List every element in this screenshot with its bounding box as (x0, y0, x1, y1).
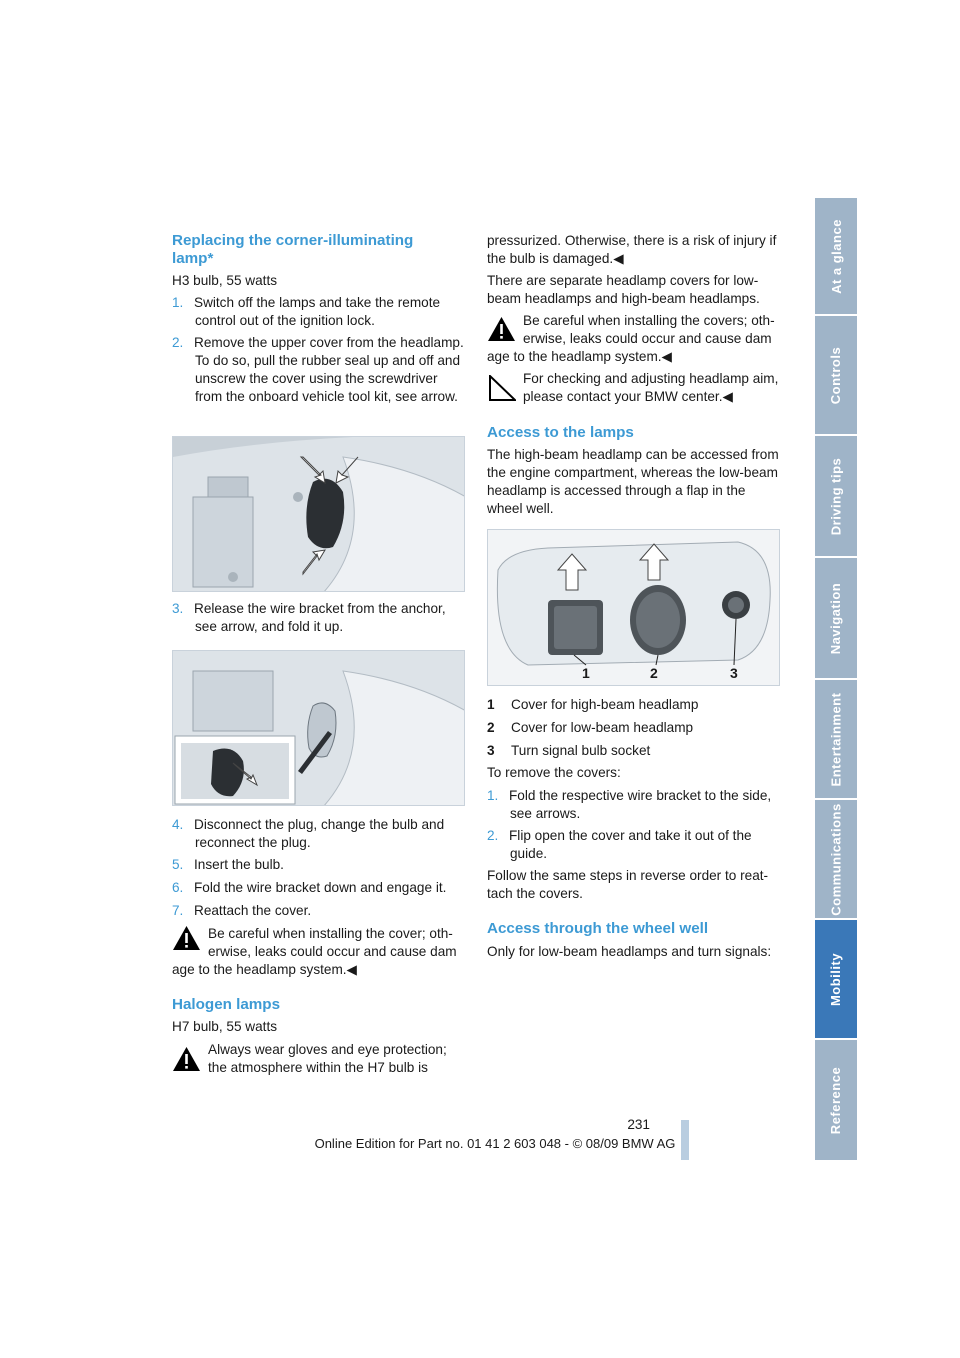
note-headlamp-aim: For checking and adjusting headlamp aim, please contact your BMW center.◀ (487, 370, 783, 406)
wheel-well-text: Only for low-beam headlamps and turn signals: (487, 944, 772, 959)
step-2: 2. Remove the upper cover from the headlamp. To do so, pull the rubber seal up and off and unscrew the cover using the screwdriver from the onboard vehicle tool kit, see arrow. (172, 335, 464, 404)
heading-corner-lamp: Replacing the corner-illuminating lamp* (172, 232, 414, 267)
legend-item-1: 1 Cover for high-beam headlamp (487, 697, 699, 712)
tab-navigation[interactable]: Navigation (815, 558, 857, 678)
tab-mobility[interactable]: Mobility (815, 920, 857, 1038)
heading-access-lamps: Access to the lamps (487, 424, 634, 441)
figure-upper-cover (172, 436, 465, 592)
warning-triangle-icon (172, 1046, 201, 1072)
figure-wire-bracket (172, 650, 465, 806)
reverse-text: Follow the same steps in reverse order to reattach the covers. (487, 868, 769, 901)
bulb-spec-h3: H3 bulb, 55 watts (172, 273, 278, 288)
heading-wheel-well: Access through the wheel well (487, 920, 709, 937)
tab-controls[interactable]: Controls (815, 316, 857, 434)
warning-triangle-icon (487, 316, 516, 342)
warning-triangle-icon (172, 925, 201, 951)
warning-covers: Be careful when installing the covers; otherwise, leaks could occur and cause dam age to the headlamp system.◀ (487, 313, 775, 364)
tab-driving-tips[interactable]: Driving tips (815, 436, 857, 556)
figure-headlamp-assembly (487, 529, 780, 686)
remove-step-1: 1. Fold the respective wire bracket to the side, see arrows. (487, 788, 772, 821)
wire-bracket-illustration (173, 651, 465, 806)
step-1: 1. Switch off the lamps and take the remote control out of the ignition lock. (172, 295, 441, 328)
legend-item-2: 2 Cover for low-beam headlamp (487, 720, 694, 735)
legend-item-3: 3 Turn signal bulb socket (487, 743, 651, 758)
bulb-spec-h7: H7 bulb, 55 watts (172, 1019, 278, 1034)
step-6: 6. Fold the wire bracket down and engage it. (172, 880, 447, 895)
tab-communications[interactable]: Communications (815, 800, 857, 918)
warning-gloves: Always wear gloves and eye protection; the atmosphere within the H7 bulb is (172, 1041, 468, 1077)
footer-edition: Online Edition for Part no. 01 41 2 603 048 - © 08/09 BMW AG (314, 1136, 676, 1151)
headlamp-assembly-illustration (488, 530, 780, 686)
note-triangle-icon (487, 375, 516, 401)
step-4: 4. Disconnect the plug, change the bulb and reconnect the plug. (172, 817, 445, 850)
tab-entertainment[interactable]: Entertainment (815, 680, 857, 798)
section-tab-bar (815, 198, 857, 1160)
tab-at-a-glance[interactable]: At a glance (815, 198, 857, 314)
figure-label-2: 2 (650, 665, 658, 681)
headlamp-cover-illustration (173, 437, 465, 592)
step-3: 3. Release the wire bracket from the anchor, see arrow, and fold it up. (172, 601, 446, 634)
separate-covers-text: There are separate headlamp covers for low-beam headlamps and high-beam headlamps. (487, 273, 760, 306)
step-5: 5. Insert the bulb. (172, 857, 284, 872)
step-7: 7. Reattach the cover. (172, 903, 312, 918)
page-number: 231 (627, 1117, 650, 1132)
figure-label-1: 1 (582, 665, 590, 681)
access-text: The high-beam headlamp can be accessed from the engine compartment, whereas the low-beam headlamp is accessed through a flap in the wheel well. (487, 447, 779, 516)
remove-intro: To remove the covers: (487, 765, 621, 780)
heading-halogen: Halogen lamps (172, 996, 281, 1013)
continued-warning: pressurized. Otherwise, there is a risk of injury if the bulb is damaged.◀ (487, 233, 777, 266)
warning-cover: Be careful when installing the cover; otherwise, leaks could occur and cause dam age to the headlamp system.◀ (172, 926, 457, 977)
remove-step-2: 2. Flip open the cover and take it out of the guide. (487, 828, 752, 861)
tab-reference[interactable]: Reference (815, 1040, 857, 1160)
figure-label-3: 3 (730, 665, 738, 681)
